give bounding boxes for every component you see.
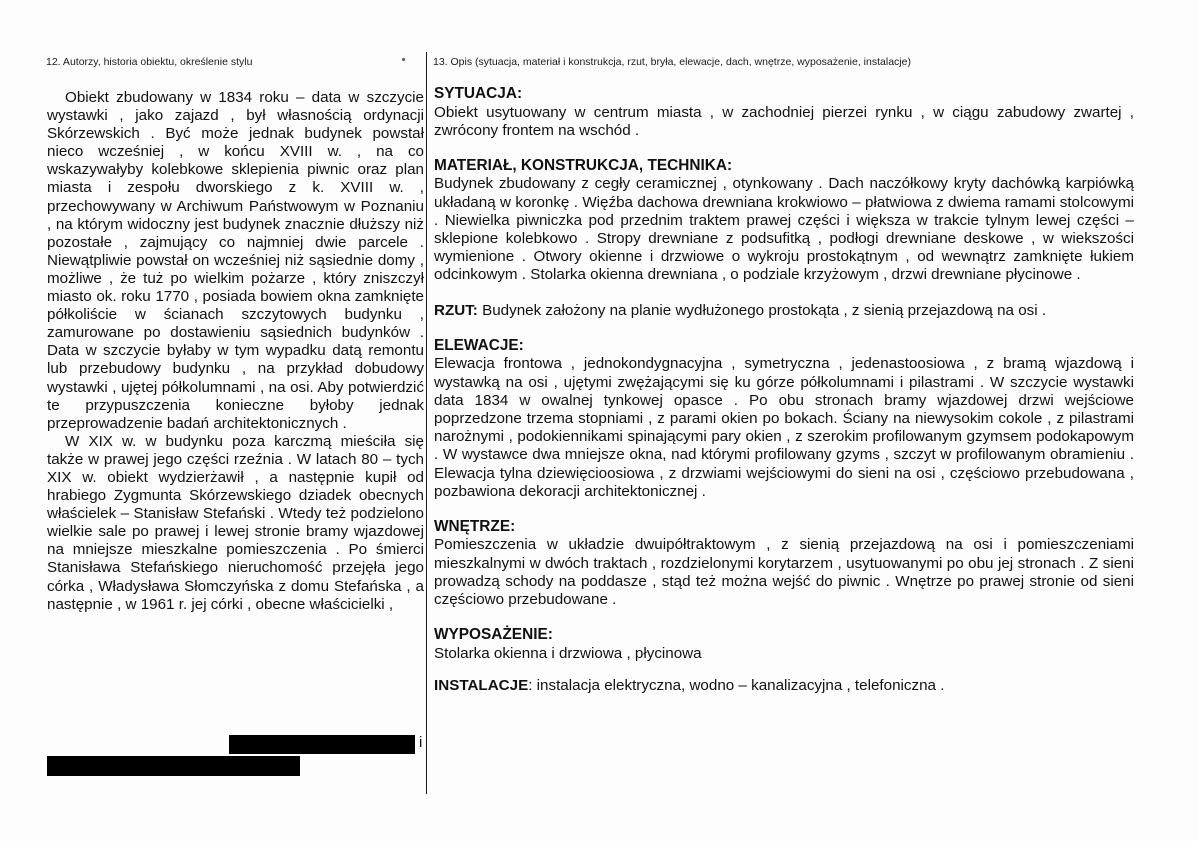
section-instalacje	[434, 677, 1134, 695]
history-column	[47, 89, 424, 614]
history-paragraph-1: Obiekt zbudowany w 1834 roku – data w szczycie wystawki , jako zajazd , był własnością ordynacji Skórzewskich . Być może jednak budynek powstał nieco wcześniej , w końcu XVIII w. , na co wskazywałyby kolebkowe sklepienia piwnic oraz plan miasta i zespołu dworskiego z k. XVIII w. , przechowywany w Archiwum Państwowym w Poznaniu , na którym widoczny jest budynek znacznie dłuższy niż pozostałe , zajmujący co najmniej dwie parcele . Niewątpliwie powstał on wcześniej niż sąsiednie domy , możliwe , że tuż po wielkim pożarze , który zniszczył miasto ok. roku 1770 , posiada bowiem okna zamknięte półkoliście w ścianach szczytowych budynku , zamurowane po dostawieniu sąsiednich budynków . Data w szczycie byłaby w tym wypadku datą remontu lub przebudowy budynku , na przykład dobudowy wystawki , ujętej półkolumnami , na osi. Aby potwierdzić te przypuszczenia konieczne byłoby jednak przeprowadzenie badań architektonicznych .	[47, 89, 424, 432]
left-column-header: 12. Autorzy, historia obiektu, określenie stylu	[46, 56, 253, 68]
history-paragraph-2: W XIX w. w budynku poza karczmą mieściła się także w prawej jego części rzeźnia . W latach 80 – tych XIX w. obiekt wydzierżawił , a następnie kupił od hrabiego Zygmunta Skórzewskiego dziadek obecnych właścielek – Stanisław Stefański . Wtedy też podzielono wielkie sale po prawej i lewej stronie bramy wjazdowej na mniejsze mieszkalne pomieszczenia . Po śmierci Stanisława Stefańskiego nieruchomość przejęła jego córka , Władysława Słomczyńska z domu Stefańska , a następnie , w 1961 r. jej córki , obecne właścicielki ,	[47, 432, 424, 613]
description-column	[434, 85, 1134, 695]
section-body-rzut: Budynek założony na planie wydłużonego prostokąta , z sienią przejazdową na osi .	[477, 301, 1047, 319]
section-heading-material: MATERIAŁ, KONSTRUKCJA, TECHNIKA:	[434, 156, 733, 174]
section-heading-instalacje: INSTALACJE	[434, 676, 529, 694]
section-rzut	[434, 302, 1134, 320]
section-material	[434, 157, 1134, 285]
section-wnetrze	[434, 518, 1134, 609]
section-sytuacja	[434, 85, 1134, 140]
section-body-elewacje: Elewacja frontowa , jednokondygnacyjna , symetryczna , jedenastoosiowa , z bramą wjazdową i wystawką na osi , ujętymi zwężającymi się ku górze półkolumnami i pilastrami . W szczycie wystawki data 1834 w owalnej tynkowej opasce . Po obu stronach bramy wjazdowej drzwi wejściowe poprzedzone trzema stopniami , z parami okien po bokach. Ściany na niewysokim cokole , z pilastrami narożnymi , podokiennikami spinającymi pary okien , z szerokim profilowanym gzymsem podokapowym . W wystawce dwa mniejsze okna, nad którymi profilowany gzyms , szczyt w profilowanym obramieniu . Elewacja tylna dziewięcioosiowa , z drzwiami wejściowymi do sieni na osi , częściowo przebudowana , pozbawiona dekoracji architektonicznej .	[434, 355, 1134, 500]
redaction-bar-1	[229, 735, 415, 754]
section-heading-rzut: RZUT:	[434, 301, 478, 319]
scan-dot	[402, 58, 405, 61]
section-heading-sytuacja: SYTUACJA:	[434, 85, 523, 102]
section-heading-wnetrze: WNĘTRZE:	[434, 517, 516, 535]
right-column-header: 13. Opis (sytuacja, materiał i konstrukcja, rzut, bryła, elewacje, dach, wnętrze, wyposażenie, instalacje)	[433, 56, 911, 68]
section-body-wyposazenie: Stolarka okienna i drzwiowa , płycinowa	[434, 644, 702, 662]
trailing-text: i	[419, 734, 423, 751]
redaction-bar-2	[47, 756, 300, 776]
section-body-wnetrze: Pomieszczenia w układzie dwuipółtraktowym , z sienią przejazdową na osi i pomieszczeniami mieszkalnymi w dwóch traktach , rozdzielonymi korytarzem , usytuowanymi po obu jej stronach . Z sieni prowadzą schody na poddasze , stąd też można wejść do piwnic . Wnętrze po prawej stronie od sieni częściowo przebudowane .	[434, 536, 1134, 609]
section-body-sytuacja: Obiekt usytuowany w centrum miasta , w zachodniej pierzei rynku , w ciągu zabudowy zwartej , zwrócony frontem na wschód .	[434, 103, 1134, 139]
section-body-instalacje: : instalacja elektryczna, wodno – kanalizacyjna , telefoniczna .	[528, 676, 945, 694]
section-wyposazenie	[434, 626, 1134, 663]
section-elewacje	[434, 337, 1134, 501]
section-heading-wyposazenie: WYPOSAŻENIE:	[434, 626, 553, 644]
column-divider	[426, 52, 427, 794]
section-heading-elewacje: ELEWACJE:	[434, 336, 524, 354]
section-body-material: Budynek zbudowany z cegły ceramicznej , otynkowany . Dach naczółkowy kryty dachówką karpiówką układaną w koronkę . Więźba dachowa drewniana krokwiowo – płatwiowa z dwiema ramami stolcowymi . Niewielka piwniczka pod przednim traktem prawej części i większa w trakcie tylnym lewej części – sklepione kolebkowo . Stropy drewniane z podsufitką , podłogi drewniane deskowe , w wiekszości wymienione . Otwory okienne i drzwiowe o wykroju prostokątnym , od wewnątrz zamknięte łukiem odcinkowym . Stolarka okienna drewniana , o podziale krzyżowym , drzwi drewniane płycinowe .	[434, 175, 1134, 284]
